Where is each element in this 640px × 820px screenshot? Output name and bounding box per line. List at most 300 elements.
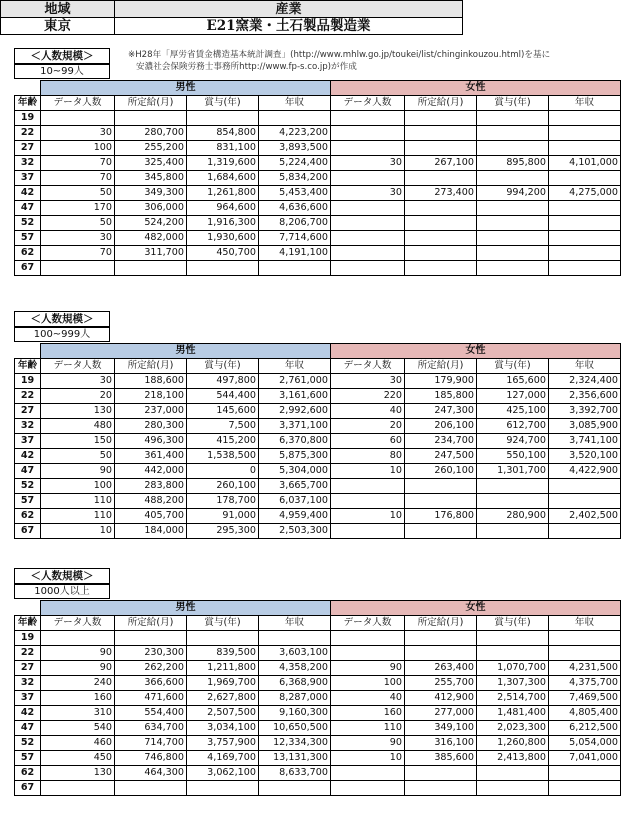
female-value-cell: [549, 246, 621, 261]
female-value-cell: 185,800: [405, 389, 477, 404]
female-value-cell: [405, 171, 477, 186]
age-cell: 67: [15, 261, 41, 276]
female-value-cell: 2,356,600: [549, 389, 621, 404]
female-value-cell: [331, 231, 405, 246]
table-row: [15, 216, 621, 231]
table-row: [15, 201, 621, 216]
male-value-cell: 4,358,200: [259, 661, 331, 676]
female-value-cell: 10: [331, 464, 405, 479]
male-value-cell: 345,800: [115, 171, 187, 186]
female-value-cell: [331, 141, 405, 156]
male-value-cell: 3,062,100: [187, 766, 259, 781]
male-value-cell: 2,761,000: [259, 374, 331, 389]
age-cell: 62: [15, 246, 41, 261]
industry-value: E21窯業・土石製品製造業: [115, 18, 463, 35]
age-cell: 52: [15, 479, 41, 494]
female-value-cell: 3,392,700: [549, 404, 621, 419]
male-value-cell: 30: [41, 126, 115, 141]
female-value-cell: 247,500: [405, 449, 477, 464]
male-value-cell: 405,700: [115, 509, 187, 524]
table-row: [15, 721, 621, 736]
male-value-cell: 5,834,200: [259, 171, 331, 186]
female-value-cell: [405, 141, 477, 156]
male-value-cell: 415,200: [187, 434, 259, 449]
female-value-cell: 280,900: [477, 509, 549, 524]
age-cell: 37: [15, 434, 41, 449]
male-value-cell: 1,211,800: [187, 661, 259, 676]
salary-table: [14, 600, 621, 796]
female-value-cell: [549, 479, 621, 494]
male-value-cell: 854,800: [187, 126, 259, 141]
bonus-column-header: 賞与(年): [477, 359, 549, 374]
male-value-cell: 311,700: [115, 246, 187, 261]
male-value-cell: 295,300: [187, 524, 259, 539]
salary-column-header: 所定給(月): [405, 96, 477, 111]
female-value-cell: 612,700: [477, 419, 549, 434]
age-cell: 52: [15, 216, 41, 231]
male-value-cell: 7,500: [187, 419, 259, 434]
female-value-cell: 234,700: [405, 434, 477, 449]
age-cell: 67: [15, 524, 41, 539]
salary-column-header: 所定給(月): [115, 96, 187, 111]
male-value-cell: [115, 261, 187, 276]
female-value-cell: 260,100: [405, 464, 477, 479]
male-value-cell: [187, 261, 259, 276]
female-value-cell: 550,100: [477, 449, 549, 464]
female-value-cell: [477, 171, 549, 186]
table-row: [15, 494, 621, 509]
female-value-cell: [331, 126, 405, 141]
female-value-cell: [549, 201, 621, 216]
scale-value: 100~999人: [14, 327, 110, 342]
age-cell: 32: [15, 419, 41, 434]
annual-column-header: 年収: [549, 359, 621, 374]
male-value-cell: 0: [187, 464, 259, 479]
table-row: [15, 126, 621, 141]
salary-table: [14, 343, 621, 539]
male-value-cell: 488,200: [115, 494, 187, 509]
female-value-cell: [477, 646, 549, 661]
age-cell: 32: [15, 676, 41, 691]
male-value-cell: 361,400: [115, 449, 187, 464]
female-value-cell: [477, 141, 549, 156]
female-value-cell: 60: [331, 434, 405, 449]
table-row: [15, 419, 621, 434]
age-cell: 42: [15, 449, 41, 464]
female-value-cell: 90: [331, 661, 405, 676]
table-row: [15, 524, 621, 539]
count-column-header: データ人数: [41, 616, 115, 631]
female-value-cell: [331, 111, 405, 126]
male-value-cell: 544,400: [187, 389, 259, 404]
age-cell: 47: [15, 201, 41, 216]
female-value-cell: [477, 126, 549, 141]
female-value-cell: [549, 766, 621, 781]
age-cell: 22: [15, 126, 41, 141]
male-value-cell: [187, 781, 259, 796]
annual-column-header: 年収: [259, 359, 331, 374]
male-value-cell: 30: [41, 231, 115, 246]
female-value-cell: 316,100: [405, 736, 477, 751]
female-value-cell: [549, 111, 621, 126]
male-value-cell: 1,930,600: [187, 231, 259, 246]
table-row: [15, 261, 621, 276]
age-cell: 27: [15, 661, 41, 676]
table-row: [15, 111, 621, 126]
female-header: 女性: [331, 81, 621, 96]
female-value-cell: 349,100: [405, 721, 477, 736]
female-value-cell: 3,520,100: [549, 449, 621, 464]
male-header: 男性: [41, 601, 331, 616]
salary-column-header: 所定給(月): [405, 616, 477, 631]
female-value-cell: [549, 494, 621, 509]
source-note-line2: 安濃社会保険労務士事務所http://www.fp-s.co.jp)が作成: [136, 61, 357, 72]
male-value-cell: 283,800: [115, 479, 187, 494]
male-value-cell: 540: [41, 721, 115, 736]
male-header: 男性: [41, 81, 331, 96]
female-value-cell: [331, 766, 405, 781]
female-value-cell: [549, 216, 621, 231]
male-value-cell: 50: [41, 216, 115, 231]
female-value-cell: [477, 261, 549, 276]
male-value-cell: 170: [41, 201, 115, 216]
table-row: [15, 186, 621, 201]
female-value-cell: [477, 524, 549, 539]
female-value-cell: [331, 494, 405, 509]
male-value-cell: 260,100: [187, 479, 259, 494]
female-value-cell: 30: [331, 374, 405, 389]
age-header: 年齢: [15, 359, 41, 374]
table-row: [15, 691, 621, 706]
table-row: [15, 156, 621, 171]
male-value-cell: 12,334,300: [259, 736, 331, 751]
male-value-cell: 4,636,600: [259, 201, 331, 216]
table-row: [15, 449, 621, 464]
table-row: [15, 374, 621, 389]
male-value-cell: 4,169,700: [187, 751, 259, 766]
female-value-cell: 165,600: [477, 374, 549, 389]
female-value-cell: [477, 494, 549, 509]
female-value-cell: [405, 126, 477, 141]
male-value-cell: 2,503,300: [259, 524, 331, 539]
male-value-cell: 3,893,500: [259, 141, 331, 156]
female-value-cell: [405, 631, 477, 646]
table-row: [15, 141, 621, 156]
male-value-cell: 464,300: [115, 766, 187, 781]
male-value-cell: 310: [41, 706, 115, 721]
age-cell: 62: [15, 766, 41, 781]
male-value-cell: 130: [41, 766, 115, 781]
female-value-cell: 247,300: [405, 404, 477, 419]
male-value-cell: 70: [41, 156, 115, 171]
male-value-cell: 91,000: [187, 509, 259, 524]
salary-column-header: 所定給(月): [115, 359, 187, 374]
age-cell: 42: [15, 706, 41, 721]
male-value-cell: 218,100: [115, 389, 187, 404]
age-cell: 19: [15, 111, 41, 126]
male-value-cell: 70: [41, 246, 115, 261]
male-value-cell: 10,650,500: [259, 721, 331, 736]
male-value-cell: 306,000: [115, 201, 187, 216]
female-value-cell: [331, 246, 405, 261]
bonus-column-header: 賞与(年): [477, 616, 549, 631]
table-row: [15, 631, 621, 646]
scale-label: ＜人数規模＞: [14, 48, 110, 64]
female-value-cell: [477, 111, 549, 126]
male-value-cell: 9,160,300: [259, 706, 331, 721]
female-value-cell: [549, 126, 621, 141]
male-value-cell: 839,500: [187, 646, 259, 661]
female-value-cell: 100: [331, 676, 405, 691]
male-value-cell: 6,370,800: [259, 434, 331, 449]
male-value-cell: 3,757,900: [187, 736, 259, 751]
age-cell: 32: [15, 156, 41, 171]
age-cell: 57: [15, 231, 41, 246]
bonus-column-header: 賞与(年): [477, 96, 549, 111]
female-value-cell: 412,900: [405, 691, 477, 706]
table-row: [15, 736, 621, 751]
table-row: [15, 676, 621, 691]
count-column-header: データ人数: [331, 616, 405, 631]
male-value-cell: 1,538,500: [187, 449, 259, 464]
male-value-cell: 2,627,800: [187, 691, 259, 706]
female-value-cell: [405, 246, 477, 261]
female-value-cell: [549, 524, 621, 539]
scale-value: 10~99人: [14, 64, 110, 79]
count-column-header: データ人数: [41, 359, 115, 374]
male-value-cell: 110: [41, 509, 115, 524]
count-column-header: データ人数: [331, 96, 405, 111]
male-value-cell: 496,300: [115, 434, 187, 449]
male-value-cell: 100: [41, 479, 115, 494]
male-value-cell: 634,700: [115, 721, 187, 736]
female-value-cell: 220: [331, 389, 405, 404]
female-value-cell: 1,301,700: [477, 464, 549, 479]
header-table: [0, 0, 463, 35]
age-cell: 37: [15, 171, 41, 186]
female-value-cell: 267,100: [405, 156, 477, 171]
male-value-cell: [259, 261, 331, 276]
female-value-cell: [549, 781, 621, 796]
female-value-cell: 30: [331, 156, 405, 171]
male-value-cell: [259, 111, 331, 126]
female-value-cell: [477, 766, 549, 781]
female-value-cell: [331, 781, 405, 796]
male-value-cell: 325,400: [115, 156, 187, 171]
male-value-cell: 150: [41, 434, 115, 449]
female-value-cell: [405, 494, 477, 509]
source-note-line1: ※H28年「厚労省賃金構造基本統計調査」(http://www.mhlw.go.jp/toukei/list/chinginkouzou.html)を基に: [128, 50, 551, 60]
male-value-cell: 240: [41, 676, 115, 691]
female-value-cell: [477, 231, 549, 246]
table-row: [15, 479, 621, 494]
female-value-cell: [477, 479, 549, 494]
table-row: [15, 246, 621, 261]
male-value-cell: [187, 631, 259, 646]
male-value-cell: 178,700: [187, 494, 259, 509]
female-value-cell: 263,400: [405, 661, 477, 676]
age-cell: 37: [15, 691, 41, 706]
male-value-cell: 1,261,800: [187, 186, 259, 201]
male-value-cell: [115, 111, 187, 126]
female-value-cell: 4,422,900: [549, 464, 621, 479]
male-value-cell: [115, 781, 187, 796]
female-value-cell: [477, 216, 549, 231]
female-value-cell: 1,307,300: [477, 676, 549, 691]
female-value-cell: [331, 479, 405, 494]
male-value-cell: [41, 781, 115, 796]
female-value-cell: 10: [331, 751, 405, 766]
age-cell: 57: [15, 751, 41, 766]
scale-label: ＜人数規模＞: [14, 568, 110, 584]
female-value-cell: 2,023,300: [477, 721, 549, 736]
female-value-cell: [331, 216, 405, 231]
male-value-cell: 714,700: [115, 736, 187, 751]
age-cell: 42: [15, 186, 41, 201]
male-value-cell: 2,992,600: [259, 404, 331, 419]
female-value-cell: 7,469,500: [549, 691, 621, 706]
female-value-cell: 4,231,500: [549, 661, 621, 676]
table-row: [15, 661, 621, 676]
male-value-cell: 255,200: [115, 141, 187, 156]
female-value-cell: 110: [331, 721, 405, 736]
female-value-cell: 160: [331, 706, 405, 721]
female-value-cell: [477, 781, 549, 796]
female-value-cell: 994,200: [477, 186, 549, 201]
female-value-cell: [331, 201, 405, 216]
age-header: 年齢: [15, 96, 41, 111]
male-value-cell: 746,800: [115, 751, 187, 766]
female-value-cell: 179,900: [405, 374, 477, 389]
female-value-cell: 3,741,100: [549, 434, 621, 449]
male-value-cell: 4,223,200: [259, 126, 331, 141]
male-value-cell: 4,959,400: [259, 509, 331, 524]
female-value-cell: [405, 479, 477, 494]
female-value-cell: 4,375,700: [549, 676, 621, 691]
region-value: 東京: [1, 18, 115, 35]
female-value-cell: 425,100: [477, 404, 549, 419]
table-row: [15, 706, 621, 721]
table-row: [15, 171, 621, 186]
male-value-cell: 280,300: [115, 419, 187, 434]
female-value-cell: 895,800: [477, 156, 549, 171]
male-value-cell: 184,000: [115, 524, 187, 539]
male-value-cell: 70: [41, 171, 115, 186]
female-value-cell: 4,275,000: [549, 186, 621, 201]
age-cell: 47: [15, 464, 41, 479]
female-value-cell: 4,805,400: [549, 706, 621, 721]
table-row: [15, 464, 621, 479]
table-row: [15, 509, 621, 524]
male-value-cell: 20: [41, 389, 115, 404]
female-value-cell: [405, 524, 477, 539]
table-row: [15, 404, 621, 419]
male-value-cell: 5,453,400: [259, 186, 331, 201]
table-row: [15, 646, 621, 661]
male-value-cell: 280,700: [115, 126, 187, 141]
female-value-cell: 80: [331, 449, 405, 464]
male-value-cell: 450,700: [187, 246, 259, 261]
table-row: [15, 389, 621, 404]
female-header: 女性: [331, 601, 621, 616]
table-row: [15, 781, 621, 796]
female-value-cell: [405, 781, 477, 796]
female-value-cell: [549, 261, 621, 276]
salary-column-header: 所定給(月): [115, 616, 187, 631]
male-value-cell: 13,131,300: [259, 751, 331, 766]
table-row: [15, 766, 621, 781]
source-note: [128, 50, 550, 73]
count-column-header: データ人数: [41, 96, 115, 111]
female-value-cell: [405, 231, 477, 246]
female-value-cell: 255,700: [405, 676, 477, 691]
age-cell: 62: [15, 509, 41, 524]
female-value-cell: 10: [331, 509, 405, 524]
age-cell: 19: [15, 374, 41, 389]
female-value-cell: 206,100: [405, 419, 477, 434]
male-value-cell: 100: [41, 141, 115, 156]
male-value-cell: 8,287,000: [259, 691, 331, 706]
female-value-cell: [549, 171, 621, 186]
female-value-cell: 273,400: [405, 186, 477, 201]
female-value-cell: 1,260,800: [477, 736, 549, 751]
male-value-cell: 3,161,600: [259, 389, 331, 404]
male-value-cell: 964,600: [187, 201, 259, 216]
male-value-cell: [41, 111, 115, 126]
table-row: [15, 434, 621, 449]
male-value-cell: 145,600: [187, 404, 259, 419]
male-value-cell: 30: [41, 374, 115, 389]
age-cell: 27: [15, 141, 41, 156]
female-value-cell: [331, 524, 405, 539]
male-value-cell: 480: [41, 419, 115, 434]
female-value-cell: [331, 631, 405, 646]
male-value-cell: 1,969,700: [187, 676, 259, 691]
female-value-cell: 90: [331, 736, 405, 751]
male-value-cell: 349,300: [115, 186, 187, 201]
male-value-cell: 524,200: [115, 216, 187, 231]
male-value-cell: 90: [41, 661, 115, 676]
age-cell: 47: [15, 721, 41, 736]
male-value-cell: 130: [41, 404, 115, 419]
male-value-cell: 554,400: [115, 706, 187, 721]
male-value-cell: 831,100: [187, 141, 259, 156]
female-value-cell: 7,041,000: [549, 751, 621, 766]
scale-value: 1000人以上: [14, 584, 110, 599]
male-value-cell: 2,507,500: [187, 706, 259, 721]
salary-table: [14, 80, 621, 276]
female-value-cell: [331, 261, 405, 276]
male-value-cell: 3,371,100: [259, 419, 331, 434]
age-cell: 22: [15, 646, 41, 661]
female-value-cell: 2,413,800: [477, 751, 549, 766]
male-value-cell: 442,000: [115, 464, 187, 479]
male-value-cell: 471,600: [115, 691, 187, 706]
female-value-cell: 1,481,400: [477, 706, 549, 721]
female-value-cell: [549, 141, 621, 156]
table-row: [15, 751, 621, 766]
male-value-cell: [115, 631, 187, 646]
male-value-cell: 230,300: [115, 646, 187, 661]
male-value-cell: [41, 261, 115, 276]
female-value-cell: [549, 631, 621, 646]
scale-label: ＜人数規模＞: [14, 311, 110, 327]
bonus-column-header: 賞与(年): [187, 616, 259, 631]
bonus-column-header: 賞与(年): [187, 359, 259, 374]
female-value-cell: 2,402,500: [549, 509, 621, 524]
female-value-cell: 5,054,000: [549, 736, 621, 751]
male-value-cell: 160: [41, 691, 115, 706]
